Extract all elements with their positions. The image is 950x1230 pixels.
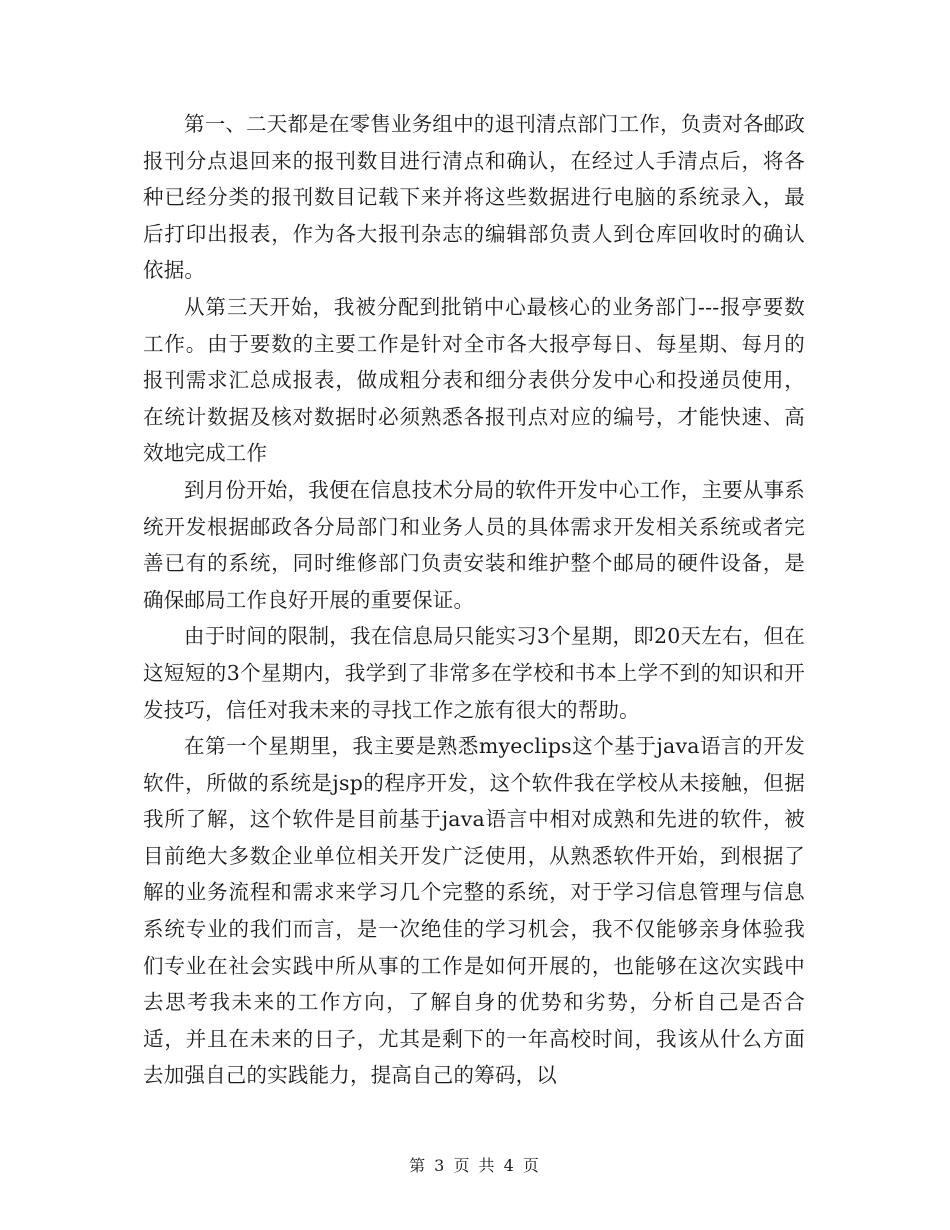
document-body	[143, 106, 805, 1094]
paragraph-1: 第一、二天都是在零售业务组中的退刊清点部门工作，负责对各邮政报刊分点退回来的报刊数目进行清点和确认，在经过人手清点后，将各种已经分类的报刊数目记载下来并将这些数据进行电脑的系统录入，最后打印出报表，作为各大报刊杂志的编辑部负责人到仓库回收时的确认依据。	[143, 112, 805, 283]
paragraph-5: 在第一个星期里，我主要是熟悉myeclips这个基于java语言的开发软件，所做的系统是jsp的程序开发，这个软件我在学校从未接触，但据我所了解，这个软件是目前基于java语言中相对成熟和先进的软件，被目前绝大多数企业单位相关开发广泛使用，从熟悉软件开始，到根据了解的业务流程和需求来学习几个完整的系统，对于学习信息管理与信息系统专业的我们而言，是一次绝佳的学习机会，我不仅能够亲身体验我们专业在社会实践中所从事的工作是如何开展的，也能够在这次实践中去思考我未来的工作方向，了解自身的优势和劣势，分析自己是否合适，并且在未来的日子，尤其是剩下的一年高校时间，我该从什么方面去加强自己的实践能力，提高自己的筹码，以	[143, 734, 805, 1088]
paragraph-3: 到月份开始，我便在信息技术分局的软件开发中心工作，主要从事系统开发根据邮政各分局部门和业务人员的具体需求开发相关系统或者完善已有的系统，同时维修部门负责安装和维护整个邮局的硬件设备，是确保邮局工作良好开展的重要保证。	[143, 477, 805, 612]
paragraph-4: 由于时间的限制，我在信息局只能实习3个星期，即20天左右，但在这短短的3个星期内，我学到了非常多在学校和书本上学不到的知识和开发技巧，信任对我未来的寻找工作之旅有很大的帮助。	[143, 624, 805, 722]
paragraph-2: 从第三天开始，我被分配到批销中心最核心的业务部门---报亭要数工作。由于要数的主要工作是针对全市各大报亭每日、每星期、每月的报刊需求汇总成报表，做成粗分表和细分表供分发中心和投递员使用，在统计数据及核对数据时必须熟悉各报刊点对应的编号，才能快速、高效地完成工作	[143, 294, 805, 466]
page-footer: 第 3 页 共 4 页	[409, 1156, 541, 1175]
